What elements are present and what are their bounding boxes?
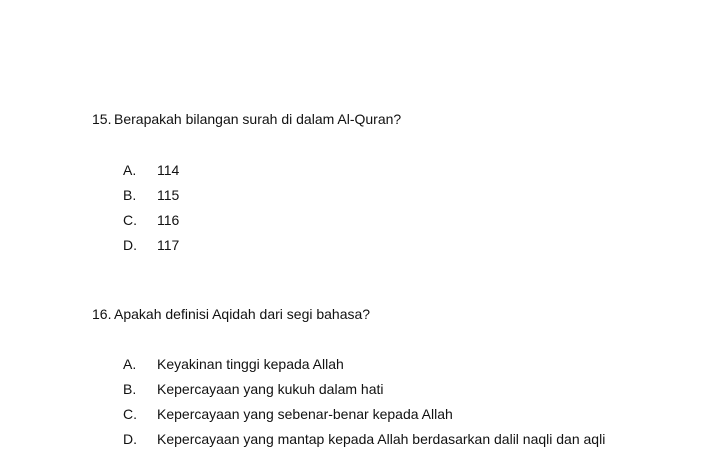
question-15 — [92, 110, 692, 253]
option-text: 117 — [157, 237, 180, 253]
option-letter: B. — [123, 187, 137, 203]
option-letter: A. — [123, 356, 137, 372]
option-text: Kepercayaan yang sebenar-benar kepada Allah — [157, 406, 453, 422]
option-letter: D. — [123, 431, 137, 447]
option-c — [123, 405, 605, 430]
question-number: 15. — [92, 111, 112, 127]
option-text: 115 — [157, 187, 180, 203]
option-a — [123, 355, 605, 380]
answer-options — [123, 355, 605, 455]
option-text: 116 — [157, 212, 180, 228]
option-letter: B. — [123, 381, 137, 397]
question-stem — [92, 110, 692, 128]
question-16 — [92, 305, 692, 447]
answer-options — [123, 161, 179, 261]
option-text: Kepercayaan yang mantap kepada Allah berdasarkan dalil naqli dan aqli — [157, 431, 606, 447]
option-letter: D. — [123, 237, 137, 253]
question-text: Berapakah bilangan surah di dalam Al-Quran? — [114, 111, 402, 127]
option-c — [123, 211, 179, 236]
option-b — [123, 380, 605, 405]
option-letter: A. — [123, 162, 137, 178]
question-number: 16. — [92, 306, 112, 322]
option-text: Keyakinan tinggi kepada Allah — [157, 356, 344, 372]
option-text: Kepercayaan yang kukuh dalam hati — [157, 381, 384, 397]
question-stem — [92, 305, 692, 323]
option-a — [123, 161, 179, 186]
option-text: 114 — [157, 162, 180, 178]
option-letter: C. — [123, 212, 137, 228]
option-b — [123, 186, 179, 211]
option-d — [123, 430, 605, 455]
option-letter: C. — [123, 406, 137, 422]
question-text: Apakah definisi Aqidah dari segi bahasa? — [114, 306, 371, 322]
option-d — [123, 236, 179, 261]
